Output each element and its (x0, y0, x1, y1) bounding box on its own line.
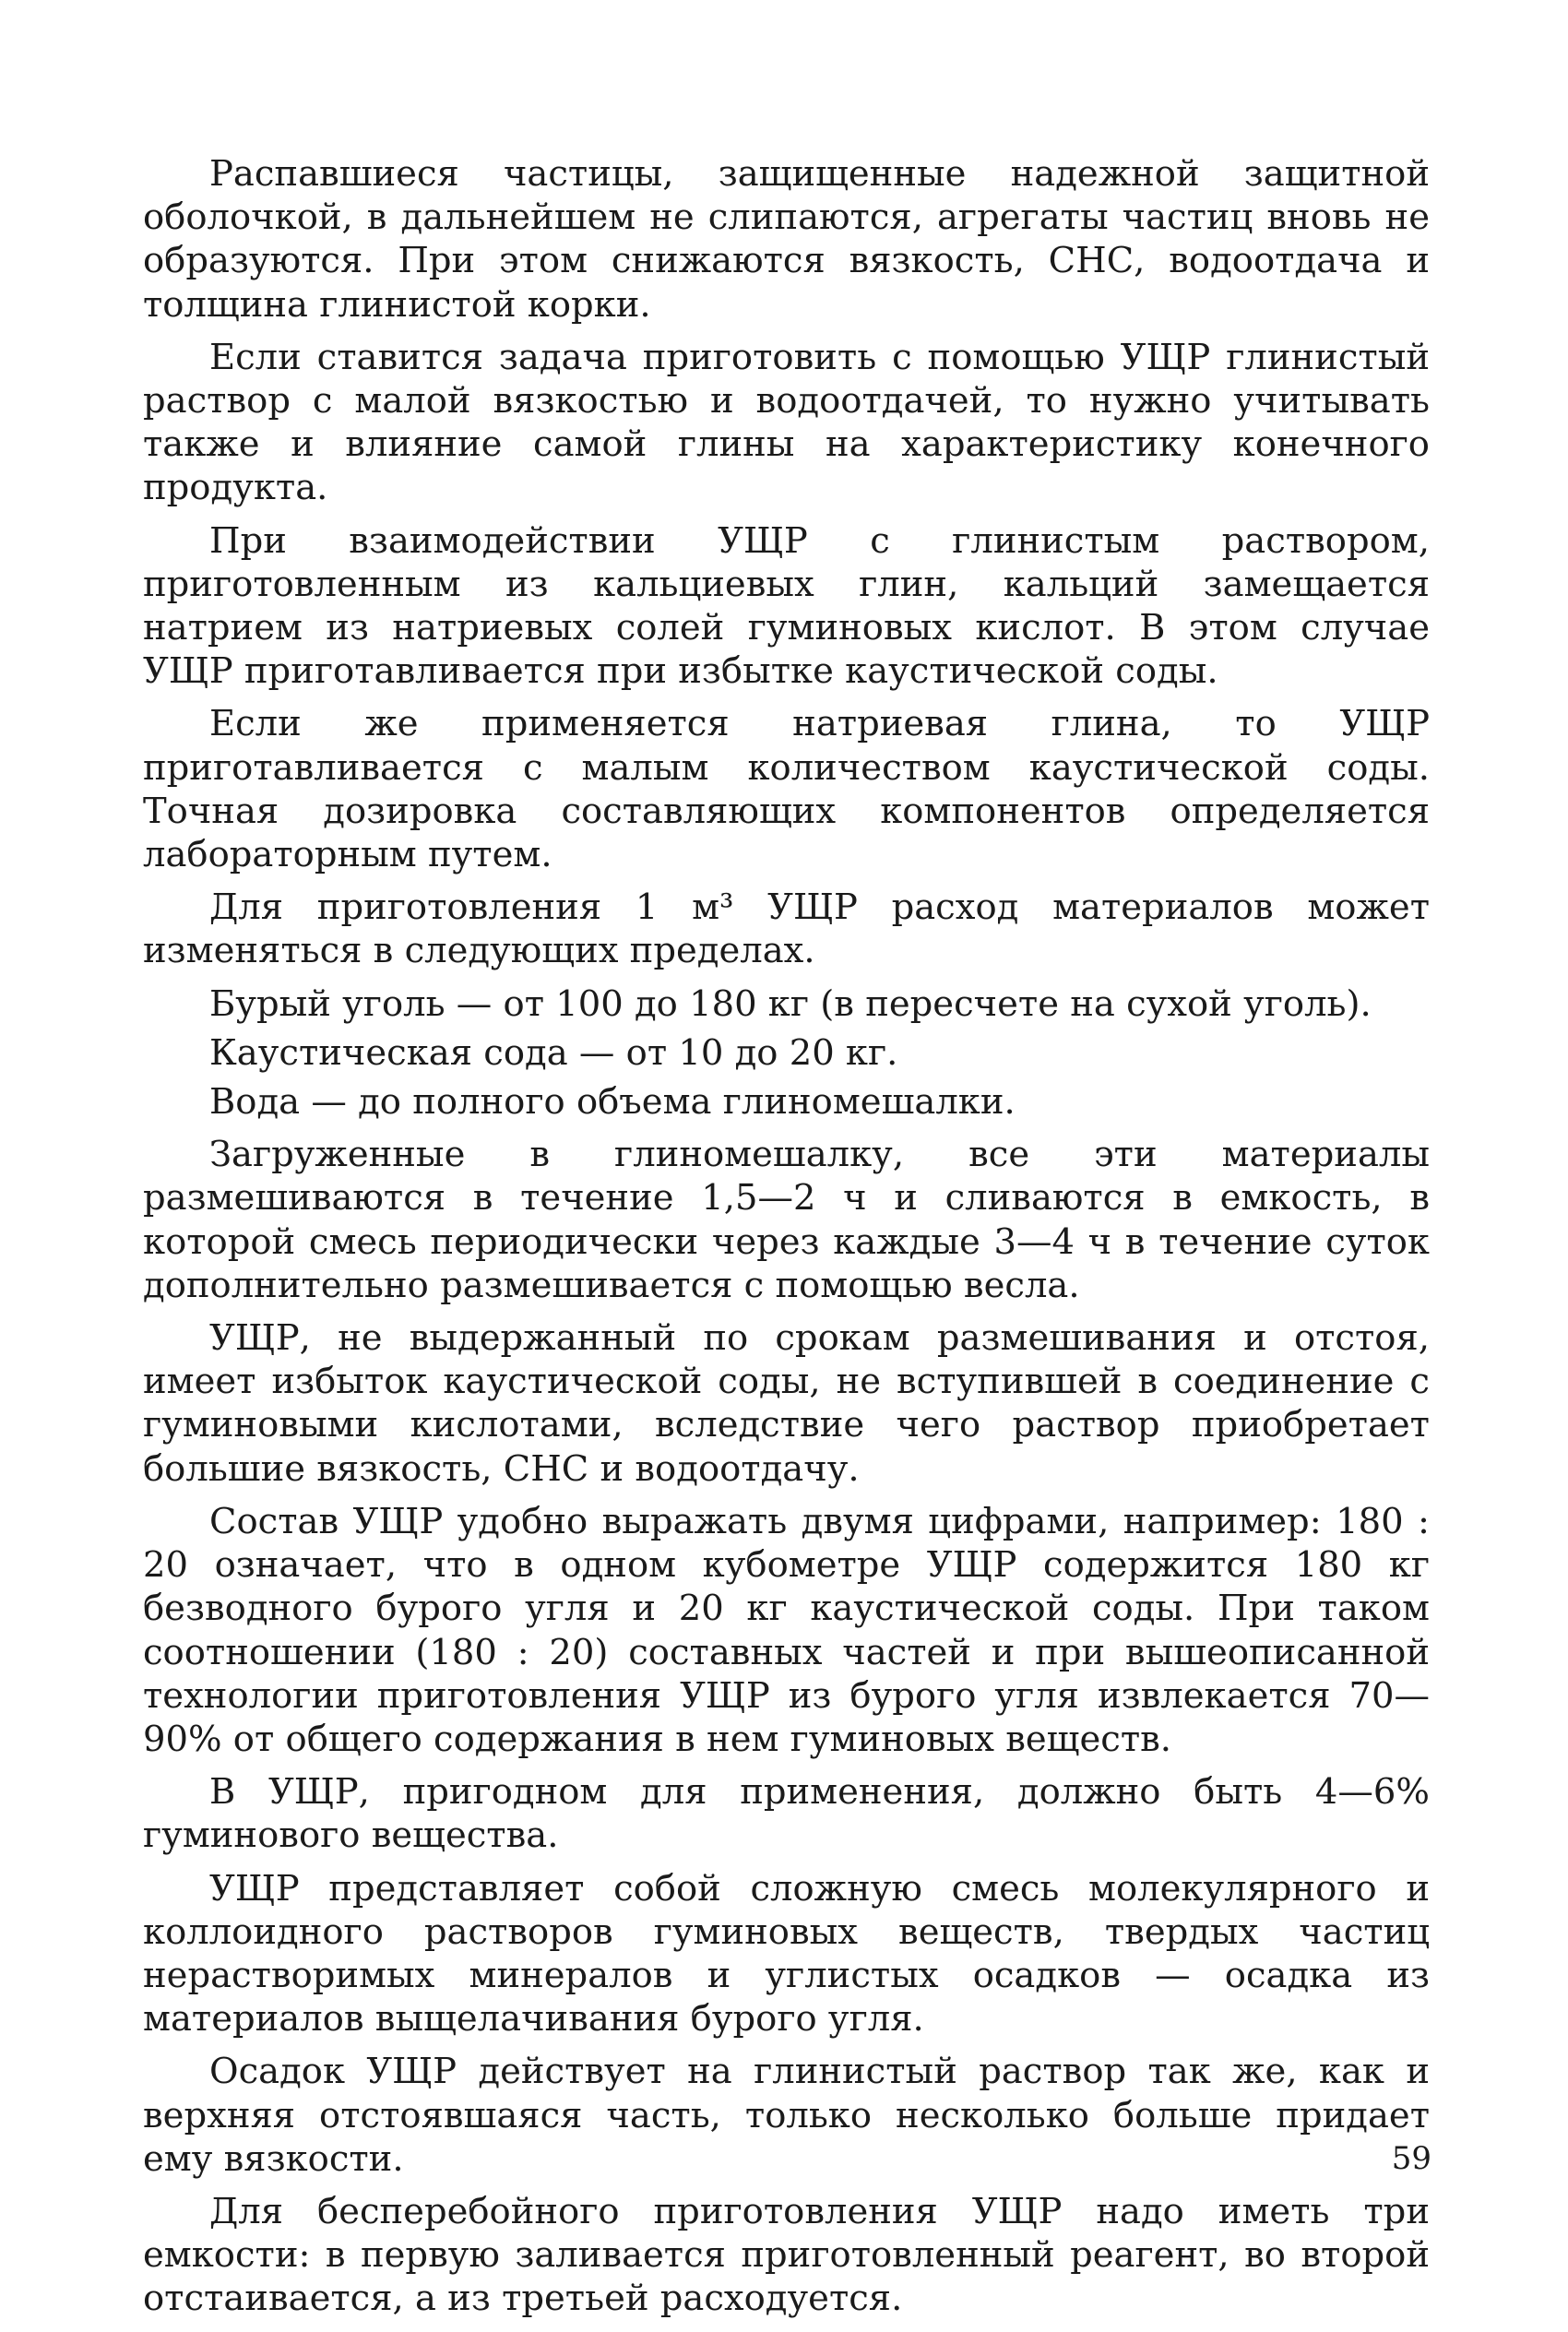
list-item-brown-coal: Бурый уголь — от 100 до 180 кг (в пересчете на сухой уголь). (209, 982, 1372, 1025)
page-body (143, 152, 1430, 2330)
paragraph-13: УЩР представляет собой сложную смесь молекулярного и коллоидного растворов гуминовых веществ, твердых частиц нерастворимых минералов и углистых осадков — осадка из материалов выщелачивания бурого угля. (143, 1867, 1430, 2040)
paragraph-9: Загруженные в глиномешалку, все эти материалы размешиваются в течение 1,5—2 ч и сливаются в емкость, в которой смесь периодически через каждые 3—4 ч в течение суток дополнительно размешивается с помощью весла. (143, 1134, 1430, 1306)
paragraph-12: В УЩР, пригодном для применения, должно быть 4—6% гуминового вещества. (143, 1771, 1430, 1857)
paragraph-11: Состав УЩР удобно выражать двумя цифрами, например: 180 : 20 означает, что в одном кубометре УЩР содержится 180 кг безводного бурого угля и 20 кг каустической соды. При таком соотношении (180 : 20) составных частей и при вышеописанной технологии приготовления УЩР из бурого угля извлекается 70—90% от общего содержания в нем гуминовых веществ. (143, 1500, 1430, 1760)
paragraph-2: Если ставится задача приготовить с помощью УЩР глинистый раствор с малой вязкостью и водоотдачей, то нужно учитывать также и влияние самой глины на характеристику конечного продукта. (143, 336, 1430, 509)
paragraph-14: Осадок УЩР действует на глинистый раствор так же, как и верхняя отстоявшаяся часть, только несколько больше придает ему вязкости. (143, 2051, 1430, 2180)
paragraph-10: УЩР, не выдержанный по срокам размешивания и отстоя, имеет избыток каустической соды, не вступившей в соединение с гуминовыми кислотами, вследствие чего раствор приобретает большие вязкость, СНС и водоотдачу. (143, 1317, 1430, 1490)
paragraph-5: Для приготовления 1 м³ УЩР расход материалов может изменяться в следующих пределах. (143, 886, 1430, 972)
paragraph-4: Если же применяется натриевая глина, то УЩР приготавливается с малым количеством каустической соды. Точная дозировка составляющих компонентов определяется лабораторным путем. (143, 703, 1430, 876)
page-number: 59 (1391, 2140, 1431, 2177)
paragraph-3: При взаимодействии УЩР с глинистым раствором, приготовленным из кальциевых глин, кальций замещается натрием из натриевых солей гуминовых кислот. В этом случае УЩР приготавливается при избытке каустической соды. (143, 519, 1430, 693)
paragraph-15: Для бесперебойного приготовления УЩР надо иметь три емкости: в первую заливается приготовленный реагент, во второй отстаивается, а из третьей расходуется. (143, 2190, 1430, 2320)
paragraph-1: Распавшиеся частицы, защищенные надежной защитной оболочкой, в дальнейшем не слипаются, агрегаты частиц вновь не образуются. При этом снижаются вязкость, СНС, водоотдача и толщина глинистой корки. (143, 153, 1430, 326)
list-item-water: Вода — до полного объема глиномешалки. (209, 1081, 1016, 1124)
list-item-caustic-soda: Каустическая сода — от 10 до 20 кг. (209, 1031, 898, 1074)
